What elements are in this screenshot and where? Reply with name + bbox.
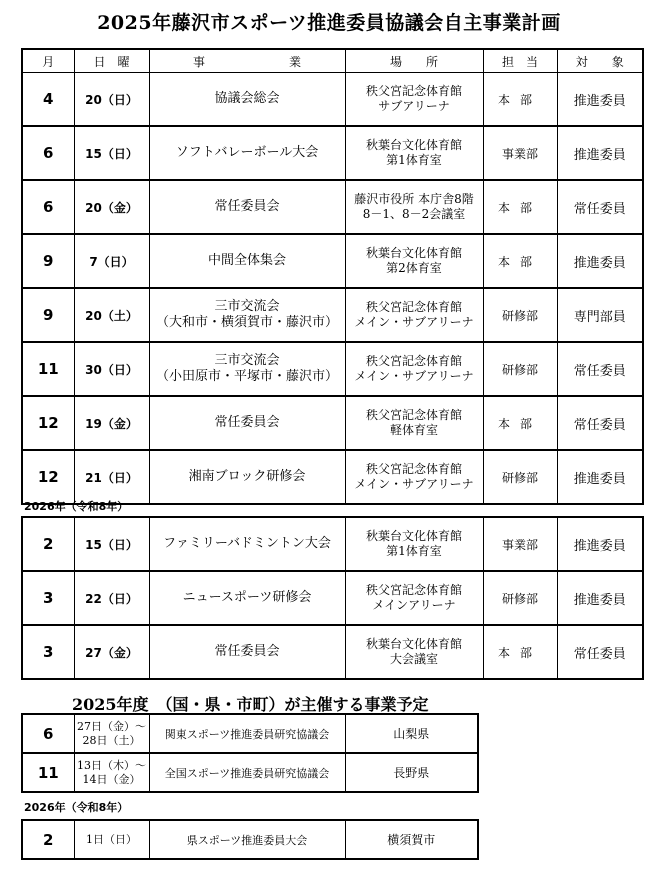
target-cell: 推進委員 xyxy=(557,517,643,571)
place-cell: 秩父宮記念体育館 メインアリーナ xyxy=(345,571,483,625)
place-cell: 山梨県 xyxy=(345,714,478,753)
header-owner: 担 当 xyxy=(483,49,557,73)
event-cell: 三市交流会 （小田原市・平塚市・藤沢市） xyxy=(149,342,345,396)
month-cell: 9 xyxy=(22,288,74,342)
month-cell: 12 xyxy=(22,396,74,450)
owner-cell: 研修部 xyxy=(483,288,557,342)
place-cell: 秋葉台文化体育館 第1体育室 xyxy=(345,517,483,571)
place-cell: 秋葉台文化体育館 大会議室 xyxy=(345,625,483,679)
place-cell: 秩父宮記念体育館 メイン・サブアリーナ xyxy=(345,342,483,396)
target-cell: 推進委員 xyxy=(557,571,643,625)
event-cell: 常任委員会 xyxy=(149,180,345,234)
target-cell: 推進委員 xyxy=(557,73,643,127)
external-events-table xyxy=(21,713,479,793)
month-cell: 3 xyxy=(22,571,74,625)
date-cell: 15（日） xyxy=(74,517,149,571)
owner-cell: 事業部 xyxy=(483,517,557,571)
place-cell: 長野県 xyxy=(345,753,478,792)
owner-cell: 研修部 xyxy=(483,342,557,396)
event-cell: 協議会総会 xyxy=(149,73,345,127)
date-cell: 22（日） xyxy=(74,571,149,625)
event-cell: 全国スポーツ推進委員研究協議会 xyxy=(149,753,345,792)
table-header-row xyxy=(22,49,643,73)
target-cell: 常任委員 xyxy=(557,180,643,234)
date-cell: 30（日） xyxy=(74,342,149,396)
owner-cell: 本部 xyxy=(483,625,557,679)
month-cell: 6 xyxy=(22,180,74,234)
target-cell: 推進委員 xyxy=(557,234,643,288)
event-cell: 湘南ブロック研修会 xyxy=(149,450,345,504)
section-subtitle: 2025年度 （国・県・市町）が主催する事業予定 xyxy=(72,695,429,714)
schedule-table-2026 xyxy=(21,516,644,680)
event-cell: 常任委員会 xyxy=(149,625,345,679)
event-cell: ニュースポーツ研修会 xyxy=(149,571,345,625)
month-cell: 2 xyxy=(22,517,74,571)
month-cell: 4 xyxy=(22,73,74,127)
table-row xyxy=(22,342,643,396)
owner-cell: 研修部 xyxy=(483,571,557,625)
date-cell: 15（日） xyxy=(74,126,149,180)
place-cell: 秩父宮記念体育館 メイン・サブアリーナ xyxy=(345,288,483,342)
owner-cell: 事業部 xyxy=(483,126,557,180)
target-cell: 推進委員 xyxy=(557,126,643,180)
month-cell: 12 xyxy=(22,450,74,504)
table-row xyxy=(22,396,643,450)
place-cell: 藤沢市役所 本庁舎8階 8－1、8－2会議室 xyxy=(345,180,483,234)
date-cell: 1日（日） xyxy=(74,820,149,859)
table-row xyxy=(22,625,643,679)
table-row xyxy=(22,450,643,504)
date-cell: 19（金） xyxy=(74,396,149,450)
event-cell: 常任委員会 xyxy=(149,396,345,450)
place-cell: 横須賀市 xyxy=(345,820,478,859)
month-cell: 9 xyxy=(22,234,74,288)
month-cell: 11 xyxy=(22,753,74,792)
table-row xyxy=(22,714,478,753)
main-schedule-table xyxy=(21,48,644,505)
date-cell: 20（土） xyxy=(74,288,149,342)
event-cell: 関東スポーツ推進委員研究協議会 xyxy=(149,714,345,753)
month-cell: 11 xyxy=(22,342,74,396)
date-cell: 13日（木）～ 14日（金） xyxy=(74,753,149,792)
place-cell: 秩父宮記念体育館 軽体育室 xyxy=(345,396,483,450)
header-target: 対 象 xyxy=(557,49,643,73)
date-cell: 27日（金）～ 28日（土） xyxy=(74,714,149,753)
owner-cell: 本部 xyxy=(483,73,557,127)
table-row xyxy=(22,126,643,180)
header-date: 日 曜 xyxy=(74,49,149,73)
date-cell: 20（日） xyxy=(74,73,149,127)
month-cell: 6 xyxy=(22,714,74,753)
year-note-2: 2026年（令和8年） xyxy=(24,801,129,814)
header-month: 月 xyxy=(22,49,74,73)
table-row xyxy=(22,288,643,342)
target-cell: 推進委員 xyxy=(557,450,643,504)
table-row xyxy=(22,180,643,234)
table-row xyxy=(22,517,643,571)
table-row xyxy=(22,73,643,127)
owner-cell: 本部 xyxy=(483,180,557,234)
month-cell: 6 xyxy=(22,126,74,180)
header-event: 事 業 xyxy=(149,49,345,73)
year-note: 2026年（令和8年） xyxy=(24,500,129,513)
target-cell: 常任委員 xyxy=(557,342,643,396)
event-cell: 三市交流会 （大和市・横須賀市・藤沢市） xyxy=(149,288,345,342)
table-row xyxy=(22,571,643,625)
owner-cell: 本部 xyxy=(483,396,557,450)
target-cell: 常任委員 xyxy=(557,625,643,679)
page-title: 2025年藤沢市スポーツ推進委員協議会自主事業計画 xyxy=(97,12,561,34)
event-cell: 県スポーツ推進委員大会 xyxy=(149,820,345,859)
target-cell: 専門部員 xyxy=(557,288,643,342)
table-row xyxy=(22,753,478,792)
date-cell: 7（日） xyxy=(74,234,149,288)
date-cell: 20（金） xyxy=(74,180,149,234)
month-cell: 3 xyxy=(22,625,74,679)
event-cell: ソフトバレーボール大会 xyxy=(149,126,345,180)
owner-cell: 研修部 xyxy=(483,450,557,504)
table-row xyxy=(22,820,478,859)
date-cell: 21（日） xyxy=(74,450,149,504)
owner-cell: 本部 xyxy=(483,234,557,288)
header-place: 場 所 xyxy=(345,49,483,73)
event-cell: ファミリーバドミントン大会 xyxy=(149,517,345,571)
place-cell: 秩父宮記念体育館 メイン・サブアリーナ xyxy=(345,450,483,504)
month-cell: 2 xyxy=(22,820,74,859)
target-cell: 常任委員 xyxy=(557,396,643,450)
date-cell: 27（金） xyxy=(74,625,149,679)
event-cell: 中間全体集会 xyxy=(149,234,345,288)
place-cell: 秋葉台文化体育館 第1体育室 xyxy=(345,126,483,180)
external-events-table-2026 xyxy=(21,819,479,860)
table-row xyxy=(22,234,643,288)
place-cell: 秋葉台文化体育館 第2体育室 xyxy=(345,234,483,288)
place-cell: 秩父宮記念体育館 サブアリーナ xyxy=(345,73,483,127)
